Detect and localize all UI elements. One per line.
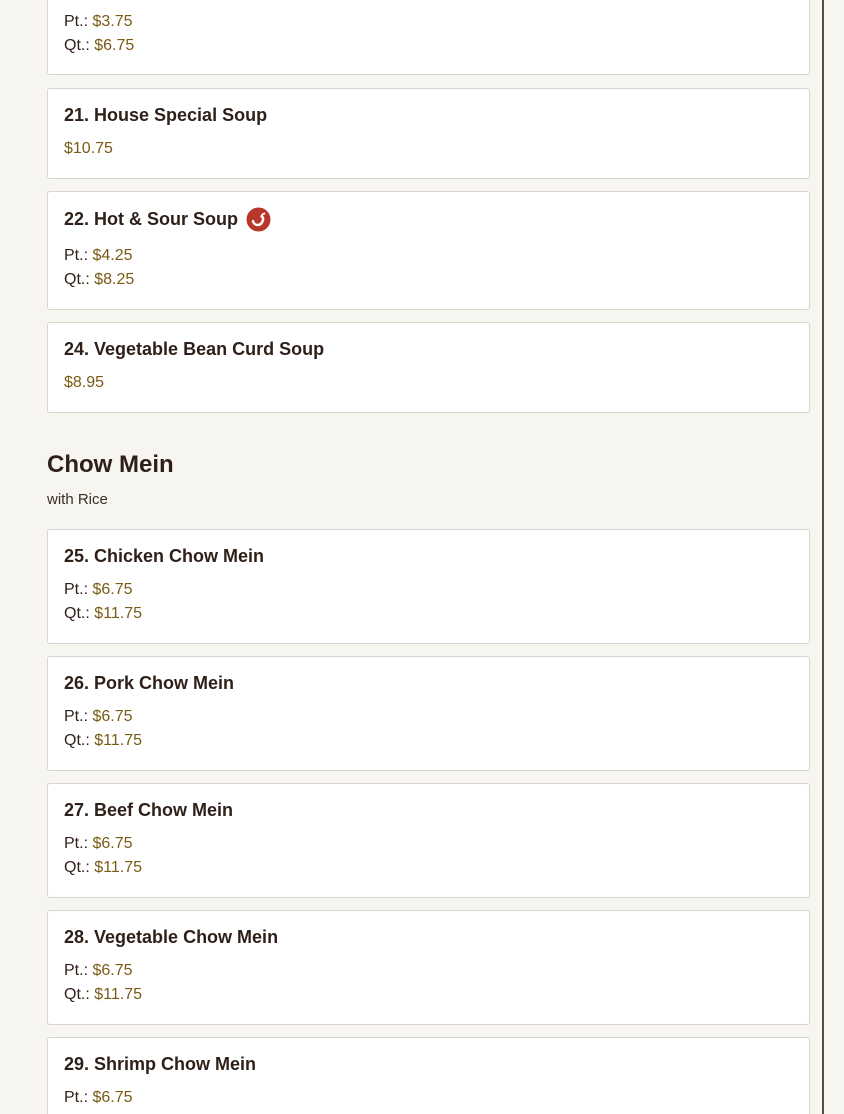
quart-price-line — [64, 605, 142, 623]
quart-price: $11.75 — [94, 986, 142, 1003]
menu-item-title: 26. Pork Chow Mein — [64, 673, 235, 693]
pint-price: $3.75 — [92, 13, 133, 30]
pint-price: $6.75 — [92, 708, 133, 725]
quart-price-line — [64, 271, 134, 289]
pint-price: $6.75 — [92, 835, 133, 852]
pint-label: Pt.: — [64, 13, 89, 30]
menu-item-card[interactable] — [47, 783, 810, 898]
scroll-rail — [822, 0, 824, 1114]
quart-price-line — [64, 732, 142, 750]
quart-label: Qt.: — [64, 37, 90, 54]
menu-item-card[interactable] — [47, 910, 810, 1025]
quart-label: Qt.: — [64, 605, 90, 622]
pint-price: $6.75 — [92, 962, 133, 979]
menu-item-title: 29. Shrimp Chow Mein — [64, 1054, 257, 1074]
quart-label: Qt.: — [64, 271, 90, 288]
quart-price: $11.75 — [94, 859, 142, 876]
pint-price-line — [64, 835, 133, 853]
pint-price-line — [64, 247, 133, 265]
pint-price: $4.25 — [92, 247, 133, 264]
menu-item-price — [64, 374, 104, 392]
pint-price-line — [64, 708, 133, 726]
menu-item-card[interactable] — [47, 1037, 810, 1114]
menu-item-card[interactable] — [47, 191, 810, 310]
menu-item-title: 27. Beef Chow Mein — [64, 800, 234, 820]
quart-price: $11.75 — [94, 732, 142, 749]
quart-label: Qt.: — [64, 732, 90, 749]
quart-price-line — [64, 986, 142, 1004]
quart-label: Qt.: — [64, 986, 90, 1003]
pint-label: Pt.: — [64, 835, 89, 852]
menu-item-card[interactable] — [47, 529, 810, 644]
pint-price: $6.75 — [92, 1089, 133, 1106]
pint-label: Pt.: — [64, 708, 89, 725]
pint-label: Pt.: — [64, 962, 89, 979]
price-value: $8.95 — [64, 374, 105, 391]
menu-item-price — [64, 140, 113, 158]
menu-item-title: 24. Vegetable Bean Curd Soup — [64, 339, 325, 359]
quart-price-line — [64, 37, 134, 55]
pint-label: Pt.: — [64, 1089, 89, 1106]
quart-label: Qt.: — [64, 859, 90, 876]
quart-price-line — [64, 859, 142, 877]
menu-item-card[interactable] — [47, 88, 810, 179]
menu-item-card[interactable] — [47, 322, 810, 413]
quart-price: $8.25 — [94, 271, 135, 288]
pint-label: Pt.: — [64, 581, 89, 598]
price-value: $10.75 — [64, 140, 113, 157]
menu-item-card[interactable] — [47, 656, 810, 771]
menu-item-card[interactable] — [47, 0, 810, 75]
menu-item-title-row — [64, 207, 271, 232]
pint-price-line — [64, 581, 133, 599]
pint-price-line — [64, 962, 133, 980]
pint-price-line — [64, 1089, 133, 1107]
quart-price: $11.75 — [94, 605, 142, 622]
chili-pepper-icon — [246, 207, 271, 232]
pint-label: Pt.: — [64, 247, 89, 264]
quart-price: $6.75 — [94, 37, 135, 54]
menu-item-title: 22. Hot & Sour Soup — [64, 209, 239, 229]
menu-item-title: 21. House Special Soup — [64, 105, 268, 125]
pint-price: $6.75 — [92, 581, 133, 598]
menu-item-title: 25. Chicken Chow Mein — [64, 546, 265, 566]
menu-item-title: 28. Vegetable Chow Mein — [64, 927, 279, 947]
section-subtitle: with Rice — [47, 491, 108, 508]
section-title: Chow Mein — [47, 451, 174, 478]
pint-price-line — [64, 13, 133, 31]
